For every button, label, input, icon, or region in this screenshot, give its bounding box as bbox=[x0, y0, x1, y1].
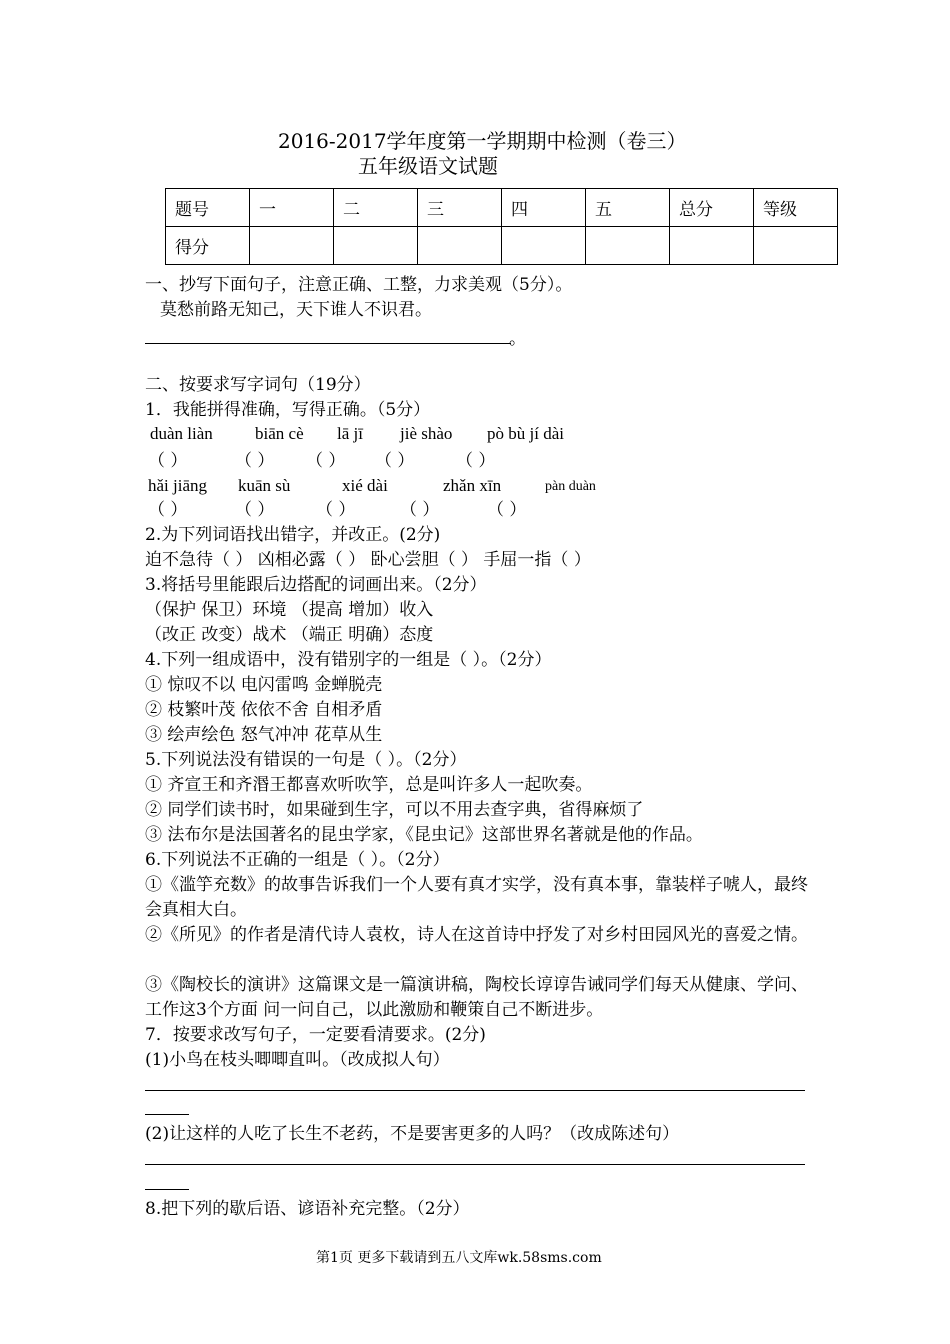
q7-item: (2)让这样的人吃了长生不老药，不是要害更多的人吗？（改成陈述句） bbox=[145, 1124, 680, 1144]
answer-bracket[interactable]: （ ） bbox=[306, 451, 346, 471]
pinyin-item: duàn liàn bbox=[150, 424, 213, 443]
q6-option: ①《滥竽充数》的故事告诉我们一个人要有真才实学，没有真本事，靠装样子唬人，最终会真相大白。 bbox=[145, 875, 808, 920]
section1-heading: 一、抄写下面句子，注意正确、工整，力求美观（5分）。 bbox=[145, 275, 573, 295]
q7-item: (1)小鸟在枝头唧唧直叫。（改成拟人句） bbox=[145, 1050, 450, 1070]
q4-option: ③ 绘声绘色 怒气冲冲 花草从生 bbox=[145, 725, 383, 745]
answer-bracket[interactable]: （ ） bbox=[235, 500, 275, 520]
score-table bbox=[165, 188, 838, 265]
pinyin-item: hǎi jiāng bbox=[148, 476, 208, 495]
score-cell: 总分 bbox=[670, 189, 754, 227]
score-cell: 五 bbox=[586, 189, 670, 227]
answer-bracket[interactable]: （ ） bbox=[235, 451, 275, 471]
score-input-cell[interactable] bbox=[586, 227, 670, 265]
q3-line: （保护 保卫）环境 （提高 增加）收入 bbox=[145, 600, 434, 620]
q4-option: ② 枝繁叶茂 依依不舍 自相矛盾 bbox=[145, 700, 383, 720]
answer-line[interactable] bbox=[145, 1164, 805, 1165]
copy-answer-line[interactable] bbox=[145, 343, 511, 344]
score-table-score-row bbox=[166, 227, 838, 265]
section1-sentence: 莫愁前路无知己，天下谁人不识君。 bbox=[160, 300, 432, 320]
pinyin-item: xié dài bbox=[342, 476, 388, 495]
q6-heading: 6.下列说法不正确的一组是（ ）。（2分） bbox=[145, 850, 450, 870]
answer-bracket[interactable]: （ ） bbox=[375, 451, 415, 471]
answer-line[interactable] bbox=[145, 1189, 189, 1190]
exam-subtitle: 五年级语文试题 bbox=[358, 154, 498, 178]
score-cell: 题号 bbox=[166, 189, 250, 227]
score-table-header-row bbox=[166, 189, 838, 227]
score-input-cell[interactable] bbox=[502, 227, 586, 265]
copy-line-end-mark: 。 bbox=[509, 329, 526, 349]
q5-heading: 5.下列说法没有错误的一句是（ ）。（2分） bbox=[145, 750, 467, 770]
answer-bracket[interactable]: （ ） bbox=[148, 451, 188, 471]
q2-words: 迫不急待（ ） 凶相必露（ ） 卧心尝胆（ ） 手屈一指（ ） bbox=[145, 550, 591, 570]
pinyin-item: kuān sù bbox=[238, 476, 291, 495]
score-cell: 二 bbox=[334, 189, 418, 227]
page-footer: 第1页 更多下载请到五八文库wk.58sms.com bbox=[316, 1250, 602, 1266]
score-row-label: 得分 bbox=[166, 227, 250, 265]
answer-line[interactable] bbox=[145, 1114, 189, 1115]
pinyin-item: jiè shào bbox=[400, 424, 453, 443]
q5-option: ③ 法布尔是法国著名的昆虫学家，《昆虫记》这部世界名著就是他的作品。 bbox=[145, 825, 703, 845]
q4-option: ① 惊叹不以 电闪雷鸣 金蝉脱壳 bbox=[145, 675, 383, 695]
score-cell: 四 bbox=[502, 189, 586, 227]
score-input-cell[interactable] bbox=[418, 227, 502, 265]
score-input-cell[interactable] bbox=[670, 227, 754, 265]
pinyin-item: zhǎn xīn bbox=[443, 476, 502, 495]
score-cell: 三 bbox=[418, 189, 502, 227]
q7-heading: 7．按要求改写句子，一定要看清要求。(2分) bbox=[145, 1025, 486, 1045]
answer-line[interactable] bbox=[145, 1090, 805, 1091]
pinyin-item: pàn duàn bbox=[545, 479, 596, 494]
q8-heading: 8.把下列的歇后语、谚语补充完整。（2分） bbox=[145, 1199, 470, 1219]
score-cell: 等级 bbox=[754, 189, 838, 227]
score-cell: 一 bbox=[250, 189, 334, 227]
answer-bracket[interactable]: （ ） bbox=[316, 500, 356, 520]
q6-option: ③《陶校长的演讲》这篇课文是一篇演讲稿，陶校长谆谆告诫同学们每天从健康、学问、工作这3个方面 问一问自己，以此激励和鞭策自己不断进步。 bbox=[145, 975, 808, 1020]
score-input-cell[interactable] bbox=[334, 227, 418, 265]
answer-bracket[interactable]: （ ） bbox=[456, 451, 496, 471]
pinyin-item: biān cè bbox=[255, 424, 304, 443]
q5-option: ① 齐宣王和齐湣王都喜欢听吹竽，总是叫许多人一起吹奏。 bbox=[145, 775, 593, 795]
pinyin-item: pò bù jí dài bbox=[487, 424, 564, 443]
q2-heading: 2.为下列词语找出错字，并改正。(2分) bbox=[145, 525, 441, 545]
exam-title: 2016-2017学年度第一学期期中检测（卷三） bbox=[278, 129, 687, 153]
q3-line: （改正 改变）战术 （端正 明确）态度 bbox=[145, 625, 434, 645]
score-input-cell[interactable] bbox=[250, 227, 334, 265]
q1-heading: 1．我能拼得准确，写得正确。（5分） bbox=[145, 400, 431, 420]
answer-bracket[interactable]: （ ） bbox=[148, 500, 188, 520]
section2-heading: 二、按要求写字词句（19分） bbox=[145, 375, 371, 395]
answer-bracket[interactable]: （ ） bbox=[400, 500, 440, 520]
q6-option: ②《所见》的作者是清代诗人袁枚，诗人在这首诗中抒发了对乡村田园风光的喜爱之情。 bbox=[145, 925, 808, 945]
q5-option: ② 同学们读书时，如果碰到生字，可以不用去查字典，省得麻烦了 bbox=[145, 800, 644, 820]
pinyin-item: lā jī bbox=[337, 424, 363, 443]
q4-heading: 4.下列一组成语中，没有错别字的一组是（ ）。（2分） bbox=[145, 650, 552, 670]
answer-bracket[interactable]: （ ） bbox=[487, 500, 527, 520]
score-input-cell[interactable] bbox=[754, 227, 838, 265]
q3-heading: 3.将括号里能跟后边搭配的词画出来。（2分） bbox=[145, 575, 487, 595]
